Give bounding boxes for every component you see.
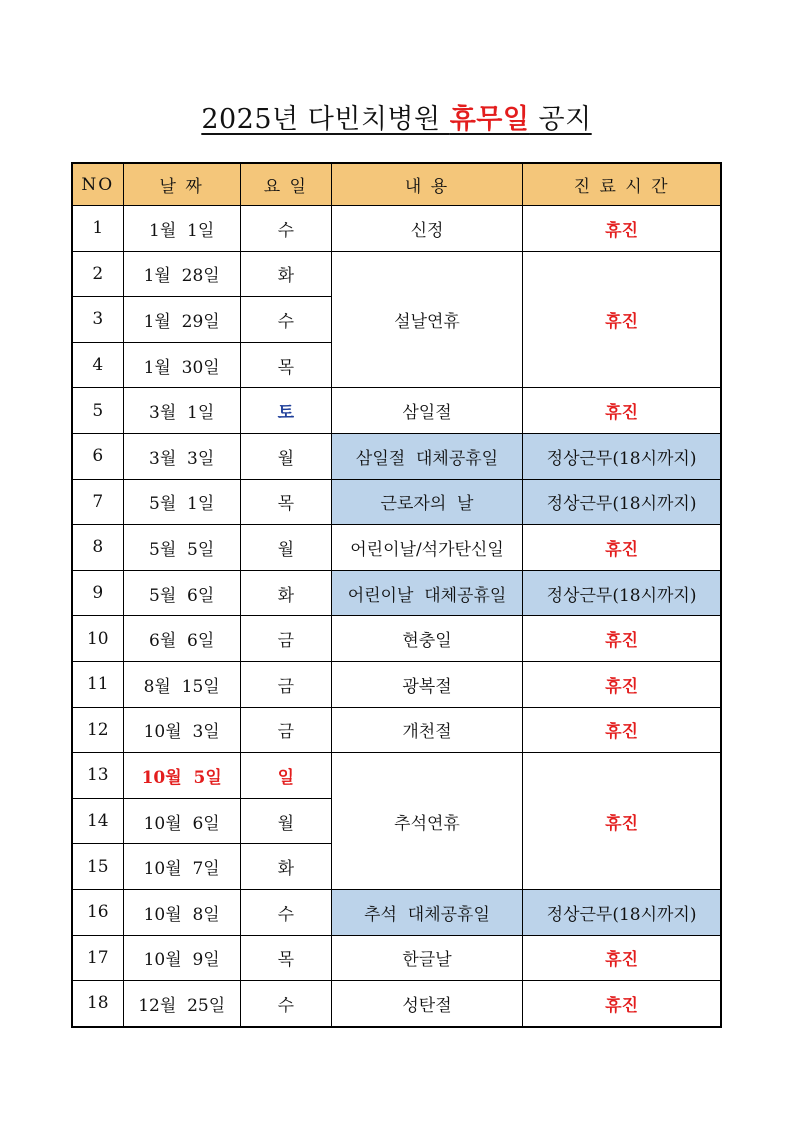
cell-event: 어린이날 대체공휴일 xyxy=(331,570,522,616)
cell-day: 목 xyxy=(240,935,331,981)
cell-no: 11 xyxy=(72,661,123,707)
header-event: 내 용 xyxy=(331,163,522,206)
table-row xyxy=(72,935,721,981)
cell-event: 광복절 xyxy=(331,661,522,707)
cell-no: 6 xyxy=(72,433,123,479)
cell-no: 13 xyxy=(72,753,123,799)
cell-no: 8 xyxy=(72,525,123,571)
cell-no: 1 xyxy=(72,206,123,252)
table-row xyxy=(72,753,721,799)
cell-no: 16 xyxy=(72,889,123,935)
cell-date: 10월 9일 xyxy=(123,935,240,981)
cell-day: 수 xyxy=(240,297,331,343)
cell-event: 삼일절 대체공휴일 xyxy=(331,433,522,479)
cell-hours: 휴진 xyxy=(523,981,721,1027)
table-row xyxy=(72,981,721,1027)
header-no: NO xyxy=(72,163,123,206)
cell-hours: 휴진 xyxy=(523,388,721,434)
cell-no: 9 xyxy=(72,570,123,616)
cell-date: 10월 3일 xyxy=(123,707,240,753)
cell-date: 5월 1일 xyxy=(123,479,240,525)
cell-date: 5월 6일 xyxy=(123,570,240,616)
cell-event: 성탄절 xyxy=(331,981,522,1027)
cell-event: 추석 대체공휴일 xyxy=(331,889,522,935)
cell-day: 화 xyxy=(240,251,331,297)
table-row xyxy=(72,479,721,525)
cell-day: 수 xyxy=(240,206,331,252)
cell-date: 3월 3일 xyxy=(123,433,240,479)
cell-hours: 휴진 xyxy=(523,525,721,571)
cell-event: 신정 xyxy=(331,206,522,252)
cell-no: 3 xyxy=(72,297,123,343)
cell-no: 14 xyxy=(72,798,123,844)
table-row xyxy=(72,433,721,479)
cell-no: 4 xyxy=(72,342,123,388)
cell-no: 7 xyxy=(72,479,123,525)
cell-hours: 휴진 xyxy=(523,753,721,890)
table-header-row xyxy=(72,163,721,206)
cell-day: 금 xyxy=(240,661,331,707)
cell-event: 설날연휴 xyxy=(331,251,522,388)
holiday-table xyxy=(71,162,722,1028)
cell-date: 10월 6일 xyxy=(123,798,240,844)
cell-hours: 휴진 xyxy=(523,661,721,707)
title-prefix: 2025년 다빈치병원 xyxy=(201,104,450,135)
header-date: 날 짜 xyxy=(123,163,240,206)
cell-date: 1월 29일 xyxy=(123,297,240,343)
cell-event: 개천절 xyxy=(331,707,522,753)
table-row xyxy=(72,707,721,753)
cell-date: 3월 1일 xyxy=(123,388,240,434)
cell-day: 월 xyxy=(240,525,331,571)
cell-date: 1월 28일 xyxy=(123,251,240,297)
cell-date: 1월 30일 xyxy=(123,342,240,388)
cell-day: 월 xyxy=(240,798,331,844)
cell-no: 15 xyxy=(72,844,123,890)
cell-no: 2 xyxy=(72,251,123,297)
cell-hours: 휴진 xyxy=(523,935,721,981)
cell-event: 근로자의 날 xyxy=(331,479,522,525)
cell-event: 어린이날/석가탄신일 xyxy=(331,525,522,571)
cell-no: 5 xyxy=(72,388,123,434)
cell-no: 17 xyxy=(72,935,123,981)
cell-day: 수 xyxy=(240,981,331,1027)
title-suffix: 공지 xyxy=(529,104,592,135)
title-text xyxy=(201,104,591,135)
cell-hours: 정상근무(18시까지) xyxy=(523,433,721,479)
table-row xyxy=(72,889,721,935)
cell-hours: 정상근무(18시까지) xyxy=(523,889,721,935)
cell-hours: 휴진 xyxy=(523,616,721,662)
cell-no: 12 xyxy=(72,707,123,753)
cell-event: 한글날 xyxy=(331,935,522,981)
cell-date: 1월 1일 xyxy=(123,206,240,252)
cell-day: 화 xyxy=(240,844,331,890)
table-row xyxy=(72,525,721,571)
cell-date: 8월 15일 xyxy=(123,661,240,707)
cell-no: 10 xyxy=(72,616,123,662)
table-row xyxy=(72,206,721,252)
cell-day: 월 xyxy=(240,433,331,479)
cell-hours: 정상근무(18시까지) xyxy=(523,479,721,525)
table-row xyxy=(72,616,721,662)
cell-day: 수 xyxy=(240,889,331,935)
cell-date: 5월 5일 xyxy=(123,525,240,571)
page-title xyxy=(0,100,793,140)
cell-day: 토 xyxy=(240,388,331,434)
cell-day: 목 xyxy=(240,342,331,388)
header-hours: 진 료 시 간 xyxy=(523,163,721,206)
cell-date: 10월 7일 xyxy=(123,844,240,890)
cell-day: 목 xyxy=(240,479,331,525)
cell-day: 일 xyxy=(240,753,331,799)
cell-no: 18 xyxy=(72,981,123,1027)
header-day: 요 일 xyxy=(240,163,331,206)
table-row xyxy=(72,388,721,434)
cell-day: 화 xyxy=(240,570,331,616)
cell-date: 10월 5일 xyxy=(123,753,240,799)
cell-hours: 휴진 xyxy=(523,707,721,753)
cell-event: 삼일절 xyxy=(331,388,522,434)
cell-date: 12월 25일 xyxy=(123,981,240,1027)
cell-hours: 정상근무(18시까지) xyxy=(523,570,721,616)
title-highlight: 휴무일 xyxy=(449,104,530,135)
cell-date: 6월 6일 xyxy=(123,616,240,662)
cell-hours: 휴진 xyxy=(523,251,721,388)
table-row xyxy=(72,570,721,616)
cell-hours: 휴진 xyxy=(523,206,721,252)
cell-event: 현충일 xyxy=(331,616,522,662)
cell-day: 금 xyxy=(240,707,331,753)
table-row xyxy=(72,661,721,707)
table-row xyxy=(72,251,721,297)
cell-date: 10월 8일 xyxy=(123,889,240,935)
cell-event: 추석연휴 xyxy=(331,753,522,890)
cell-day: 금 xyxy=(240,616,331,662)
